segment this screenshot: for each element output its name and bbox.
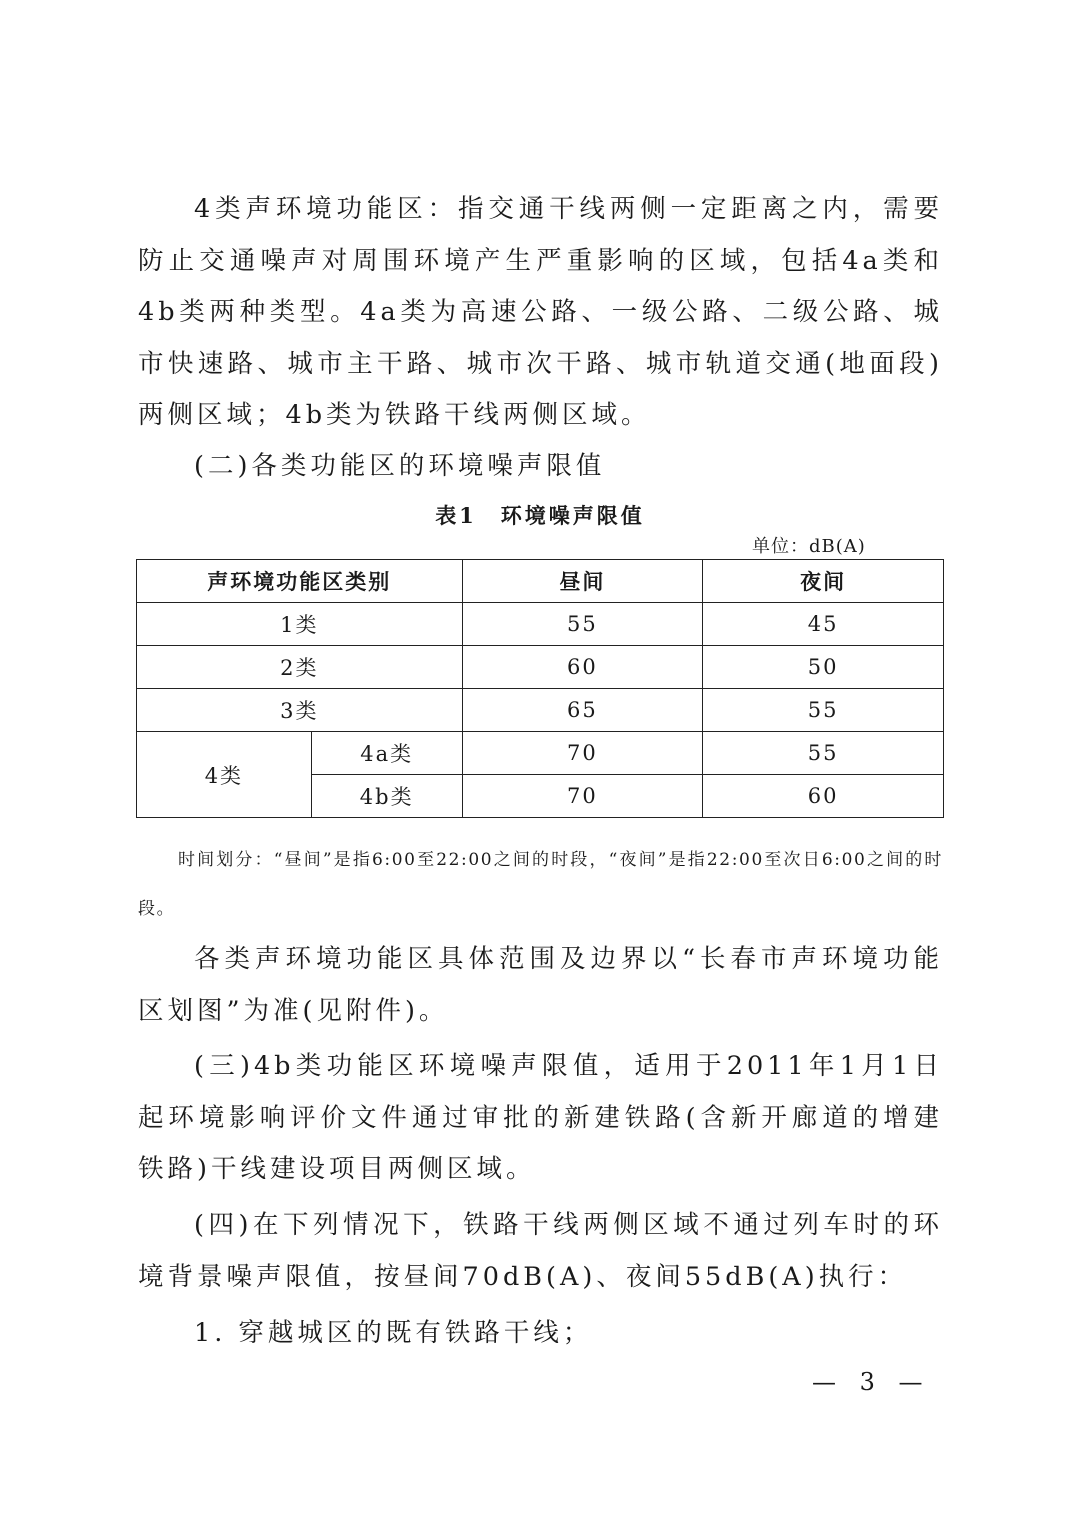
header-night: 夜间 <box>703 560 944 603</box>
table-row <box>137 732 944 775</box>
day-value-cell: 70 <box>462 732 703 775</box>
paragraph-railway-background-limits: (四)在下列情况下，铁路干线两侧区域不通过列车时的环境背景噪声限值，按昼间70dB(A)、夜间55dB(A)执行： <box>138 1210 943 1292</box>
category-cell: 1类 <box>137 603 463 646</box>
night-value-cell: 55 <box>703 689 944 732</box>
day-value-cell: 65 <box>462 689 703 732</box>
category-cell: 2类 <box>137 646 463 689</box>
subcategory-cell: 4b类 <box>311 775 462 818</box>
night-value-cell: 55 <box>703 732 944 775</box>
table-header-row <box>137 560 944 603</box>
page-number: — 3 — <box>812 1368 931 1396</box>
night-value-cell: 45 <box>703 603 944 646</box>
category-cell: 3类 <box>137 689 463 732</box>
day-value-cell: 60 <box>462 646 703 689</box>
paragraph-4b-applicability: (三)4b类功能区环境噪声限值，适用于2011年1月1日起环境影响评价文件通过审批的新建铁路(含新开廊道的增建铁路)干线建设项目两侧区域。 <box>138 1051 943 1184</box>
table-row <box>137 646 944 689</box>
table-note: 时间划分：“昼间”是指6:00至22:00之间的时段，“夜间”是指22:00至次日6:00之间的时段。 <box>138 850 943 919</box>
table-unit: 单位：dB(A) <box>752 536 866 557</box>
day-value-cell: 70 <box>462 775 703 818</box>
subcategory-cell: 4a类 <box>311 732 462 775</box>
paragraph-class4-definition: 4类声环境功能区：指交通干线两侧一定距离之内，需要防止交通噪声对周围环境产生严重影响的区域，包括4a类和4b类两种类型。4a类为高速公路、一级公路、二级公路、城市快速路、城市主干路、城市次干路、城市轨道交通(地面段)两侧区域；4b类为铁路干线两侧区域。 <box>138 194 943 430</box>
table-row <box>137 689 944 732</box>
header-category: 声环境功能区类别 <box>137 560 463 603</box>
section-heading-noise-limits: (二)各类功能区的环境噪声限值 <box>194 451 606 481</box>
group-category-cell: 4类 <box>137 732 312 818</box>
list-item-1: 1. 穿越城区的既有铁路干线； <box>194 1318 593 1348</box>
night-value-cell: 50 <box>703 646 944 689</box>
table-caption: 表1 环境噪声限值 <box>435 503 645 528</box>
table-row <box>137 603 944 646</box>
header-day: 昼间 <box>462 560 703 603</box>
noise-limit-table <box>136 559 944 818</box>
paragraph-zone-boundaries: 各类声环境功能区具体范围及边界以“长春市声环境功能区划图”为准(见附件)。 <box>138 944 943 1026</box>
day-value-cell: 55 <box>462 603 703 646</box>
night-value-cell: 60 <box>703 775 944 818</box>
